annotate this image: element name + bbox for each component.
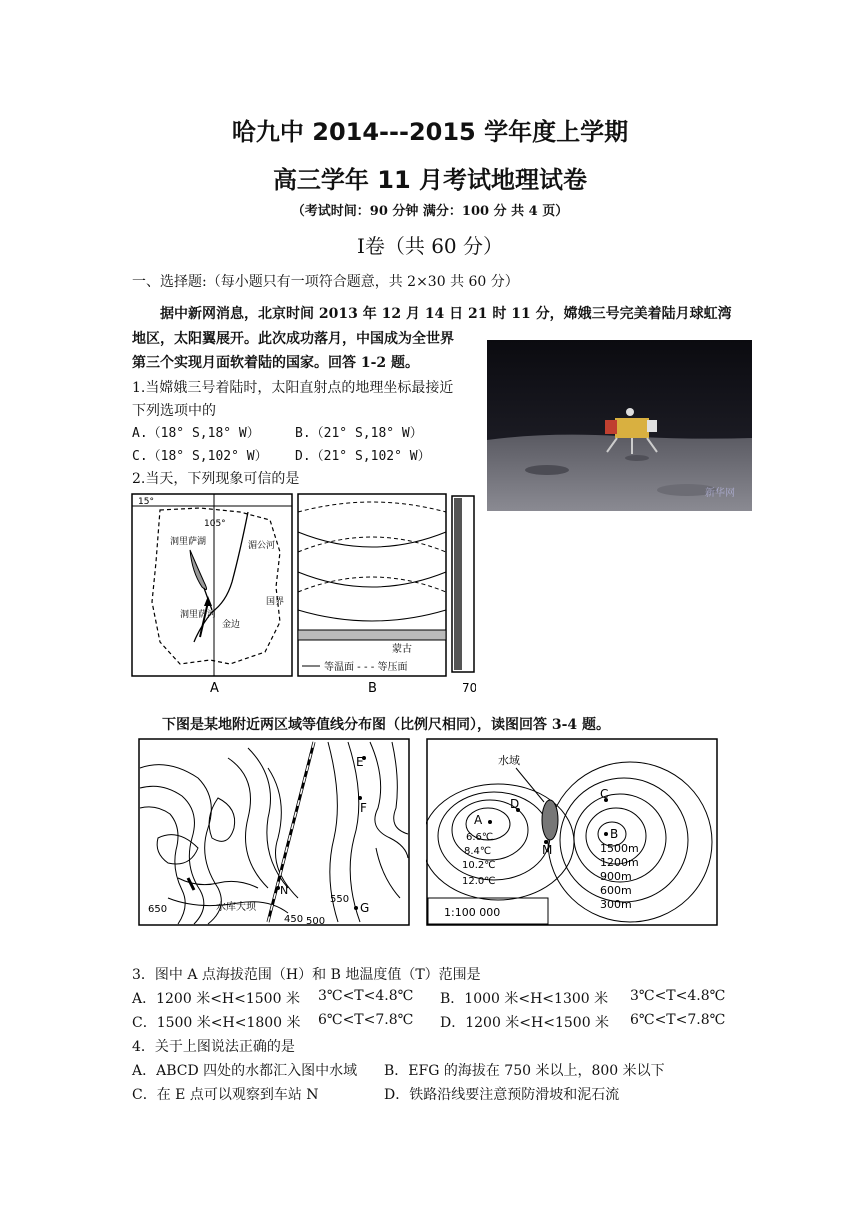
scale-label: 1:100 000 [444,906,501,919]
panel-b-caption: B [368,681,377,696]
contour-550-label: 550 [330,894,350,905]
lon-15-label: 15° [138,497,154,507]
q3-option-b-height: B．1000 米<H<1300 米 [440,991,609,1007]
contour-450-label: 450 [284,914,304,925]
lon-105-label: 105° [204,519,226,529]
elev-1500-label: 1500m [600,842,639,855]
contour-500-label: 500 [306,916,326,926]
temp-10-2-label: 10.2℃ [462,860,496,871]
lunar-lander-photo [487,340,752,511]
exam-subtitle: 高三学年 11 月考试地理试卷 [272,166,588,194]
q3-option-c-temp: 6℃<T<7.8℃ [318,1012,414,1028]
passage1-line2: 地区，太阳翼展开。此次成功落月，中国成为全世界 [132,331,454,347]
q4-option-c: C．在 E 点可以观察到车站 N [132,1087,319,1103]
q3-option-b-temp: 3℃<T<4.8℃ [630,988,726,1004]
contour-650-label: 650 [148,904,168,915]
legend-text: 等温面 - - - 等压面 [324,662,408,673]
dam-label: 水库大坝 [216,902,256,913]
q4-option-b: B．EFG 的海拔在 750 米以上，800 米以下 [384,1063,665,1079]
q4-stem: 4．关于上图说法正确的是 [132,1039,295,1055]
q3-stem: 3．图中 A 点海拔范围（H）和 B 地温度值（T）范围是 [132,967,481,983]
elev-600-label: 600m [600,884,632,897]
elev-300-label: 300m [600,898,632,911]
q1-option-b: B.（21° S,18° W） [295,426,423,441]
mongol-label: 蒙古 [392,644,412,655]
q3-option-d-temp: 6℃<T<7.8℃ [630,1012,726,1028]
point-m-label: M [542,843,553,857]
tonle-label: 洞里萨河 [180,610,217,620]
passage2-text: 下图是某地附近两区域等值线分布图（比例尺相同），读图回答 3-4 题。 [162,717,611,733]
temp-12-0-label: 12.0℃ [462,876,496,887]
contour-map-left [138,738,410,926]
point-f-label: F [360,801,367,815]
panel-a-caption: A [210,681,219,696]
point-a-label: A [474,813,483,827]
q3-option-c-height: C．1500 米<H<1800 米 [132,1015,301,1031]
q4-option-d: D．铁路沿线要注意预防滑坡和泥石流 [384,1087,620,1103]
point-g-label: G [360,901,370,915]
point-c-label: C [600,787,609,801]
point-d-label: D [510,797,520,811]
q3-option-a-temp: 3℃<T<4.8℃ [318,988,414,1004]
partial-70-label: 70 [462,681,476,695]
point-e-label: E [356,755,364,769]
elev-900-label: 900m [600,870,632,883]
passage1-line1: 据中新网消息，北京时间 2013 年 12 月 14 日 21 时 11 分，嫦娥三号完美着陆月球虹湾 [160,306,732,322]
q2-stem: 2.当天，下列现象可信的是 [132,471,300,487]
border-label: 国界 [266,597,285,607]
contour-map-right [426,738,718,926]
point-n-label: N [280,884,289,897]
q1-stem-line1: 1.当嫦娥三号着陆时，太阳直射点的地理坐标最接近 [132,380,454,396]
figure-ab [130,492,476,700]
elev-1200-label: 1200m [600,856,639,869]
exam-info: （考试时间：90 分钟 满分：100 分 共 4 页） [291,204,569,219]
jinbian-label: 金边 [222,620,241,630]
point-b-label: B [610,827,619,841]
temp-8-4-label: 8.4℃ [464,846,492,857]
section-heading: 一、选择题:（每小题只有一项符合题意，共 2×30 共 60 分） [132,274,519,290]
volume-heading: Ⅰ卷（共 60 分） [356,234,504,258]
q3-option-d-height: D．1200 米<H<1500 米 [440,1015,610,1031]
temp-6-6-label: 6.6℃ [466,832,494,843]
q1-stem-line2: 下列选项中的 [132,403,216,419]
q4-option-a: A．ABCD 四处的水都汇入图中水域 [132,1063,358,1079]
water-label: 水域 [498,754,520,767]
lake-label: 洞里萨湖 [170,537,207,547]
passage1-line3: 第三个实现月面软着陆的国家。回答 1-2 题。 [132,355,420,371]
q1-option-a: A.（18° S,18° W） [132,426,260,441]
q1-option-c: C.（18° S,102° W） [132,449,268,464]
q3-option-a-height: A．1200 米<H<1500 米 [132,991,300,1007]
mekong-label: 湄公河 [248,541,276,551]
exam-title: 哈九中 2014---2015 学年度上学期 [231,118,629,146]
photo-watermark: 新华网 [705,488,735,499]
q1-option-d: D.（21° S,102° W） [295,449,431,464]
